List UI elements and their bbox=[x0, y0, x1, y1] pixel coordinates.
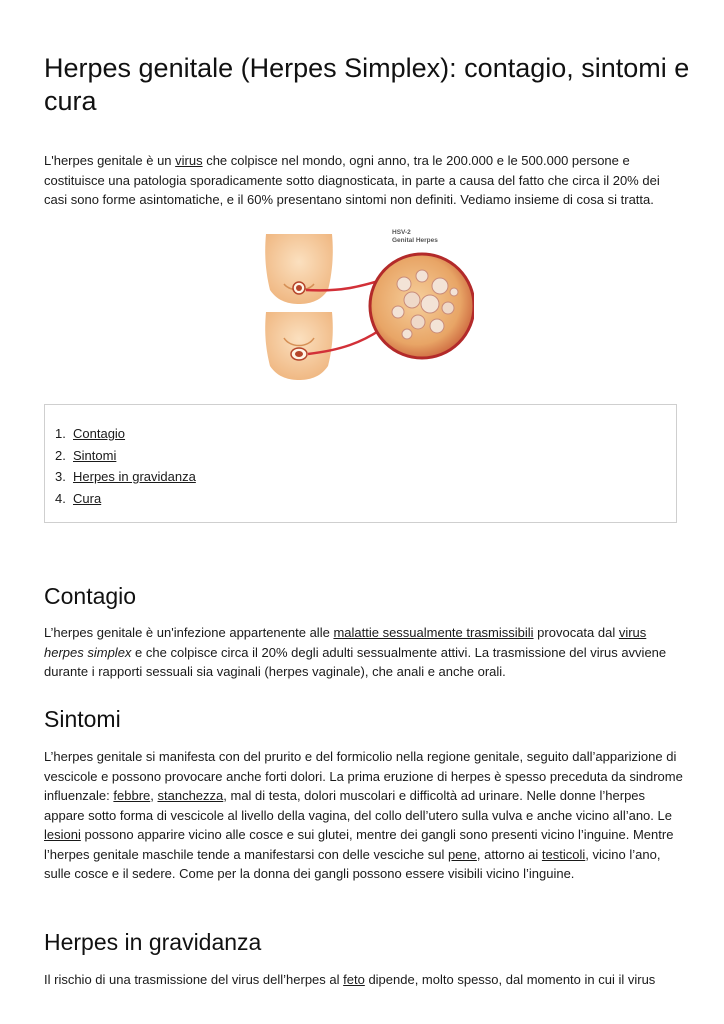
link-virus-contagio[interactable]: virus bbox=[618, 625, 647, 640]
toc-link-cura[interactable]: Cura bbox=[73, 490, 102, 506]
toc-link-sintomi[interactable]: Sintomi bbox=[73, 447, 117, 463]
figure-label-line1: HSV-2 bbox=[392, 229, 411, 236]
link-malattie-sessualmente-trasmissibili[interactable]: malattie sessualmente trasmissibili bbox=[333, 625, 534, 640]
toc-link-contagio[interactable]: Contagio bbox=[73, 426, 126, 441]
link-pene[interactable]: pene bbox=[447, 846, 477, 862]
toc-item: 4. Cura bbox=[55, 490, 102, 506]
toc-item: 2. Sintomi bbox=[55, 447, 117, 463]
gravidanza-paragraph: Il rischio di una trasmissione del virus dell’herpes al feto dipende, molto spesso, dal momento in cui il virus bbox=[44, 972, 656, 987]
page-title: Herpes genitale (Herpes Simplex): contagio, sintomi e cura bbox=[44, 53, 690, 116]
link-feto[interactable]: feto bbox=[343, 972, 365, 987]
toc-item: 3. Herpes in gravidanza bbox=[55, 469, 196, 484]
link-febbre[interactable]: febbre bbox=[113, 788, 151, 803]
link-lesioni[interactable]: lesioni bbox=[44, 827, 81, 842]
contagio-paragraph: L’herpes genitale è un'infezione appartenente alle malattie sessualmente trasmissibili provocata dal virus herpes simplex e che colpisce circa il 20% degli adulti sessualmente attivi. La trasmissione del virus avviene durante i rapporti sessuali sia vaginali (herpes vaginale), che anali e anche orali. bbox=[44, 625, 667, 679]
figure-label-line2: Genital Herpes bbox=[392, 237, 438, 244]
table-of-contents bbox=[44, 404, 677, 523]
male-body-figure bbox=[265, 312, 333, 380]
intro-paragraph: L'herpes genitale è un virus che colpisce nel mondo, ogni anno, tra le 200.000 e le 500.000 persone e costituisce una patologia sporadicamente sotto diagnosticata, in parte a causa del fatto che circa il 20% dei casi sono forme asintomatiche, e il 60% presentano sintomi non definiti. Vediamo insieme di cosa si tratta. bbox=[44, 153, 660, 207]
heading-contagio: Contagio bbox=[44, 583, 137, 609]
heading-herpes-in-gravidanza: Herpes in gravidanza bbox=[44, 929, 262, 955]
magnified-lesion-circle bbox=[370, 254, 474, 358]
toc-link-gravidanza[interactable]: Herpes in gravidanza bbox=[73, 469, 196, 484]
heading-sintomi: Sintomi bbox=[44, 706, 121, 732]
link-stanchezza[interactable]: stanchezza bbox=[157, 788, 224, 803]
female-body-figure bbox=[265, 234, 333, 304]
link-testicoli[interactable]: testicoli bbox=[541, 846, 586, 862]
link-virus[interactable]: virus bbox=[175, 153, 203, 168]
toc-item: 1. Contagio bbox=[55, 426, 126, 441]
herpes-illustration bbox=[262, 226, 474, 382]
sintomi-paragraph: L’herpes genitale si manifesta con del prurito e del formicolio nella regione genitale, seguito dall’apparizione di vescicole e possono provocare anche forti dolori. La prima eruzione di herpes è spesso preceduta da sindrome influenzale: febbre, stanchezza, mal di testa, dolori muscolari e difficoltà ad urinare. Nelle donne l’herpes appare sotto forma di vescicole al livello della vagina, del collo dell’utero sulla vulva e anche vicino all’ano. Le lesioni possono apparire vicino alle cosce e sui glutei, mentre dei gangli sono presenti vicino l’inguine. Mentre l’herpes genitale maschile tende a manifestarsi con delle vesciche sul pene, attorno ai testicoli, vicino l’ano, sulle cosce e il sedere. Come per la donna dei gangli possono essere visibili vicino l’inguine. bbox=[44, 749, 683, 881]
